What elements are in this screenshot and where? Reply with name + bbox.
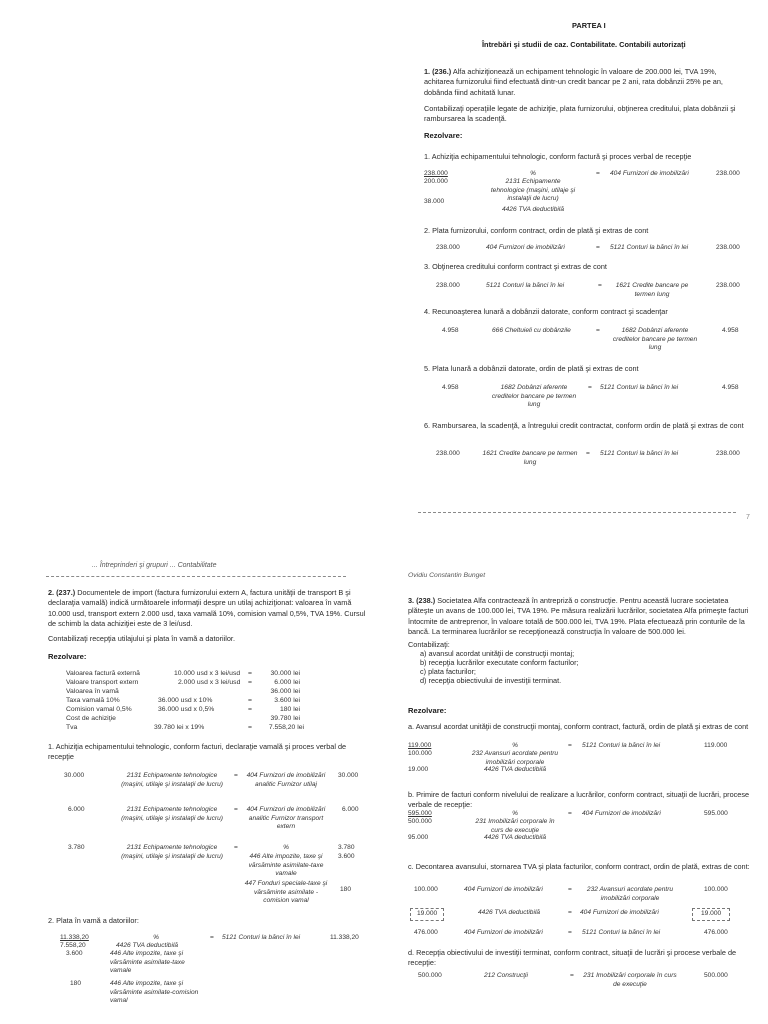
problem-2-task: Contabilizaţi recepţia utilajului şi plata în vamă a datoriilor. [48,634,235,643]
problem-1-task: Contabilizaţi operaţiile legate de achiziţie, plata furnizorului, obţinerea creditului, plata dobânzii şi rambursarea la scadenţă. [424,104,736,124]
journal-entry [48,934,378,1014]
credit-account: 232 Avansuri acordate pentru imobilizări corporale [586,886,674,902]
equals-sign: = [586,450,590,457]
equals-sign: = [568,909,572,916]
debit-account: 4426 TVA deductibilă [483,766,547,773]
journal-entry [424,450,754,470]
calc-eq: = [248,670,252,677]
journal-entry [424,282,754,302]
calc-formula: 2.000 usd x 3 lei/usd [178,679,241,686]
journal-entry [48,806,378,836]
credit-account: 447 Fonduri speciale-taxe şi vărsăminte asimilate - comision vamal [244,880,328,905]
credit-amount: 4.958 [722,327,739,334]
calc-formula: 10.000 usd x 3 lei/usd [174,670,241,677]
credit-amount: 119.000 [704,742,728,749]
running-header: ... Întreprinderi şi grupuri ... Contabilitate [92,562,217,569]
calc-eq: = [248,697,252,704]
equals-sign: = [570,972,574,979]
debit-account: % [530,170,536,177]
credit-amount: 11.338,20 [330,934,359,941]
task-item: c) plata facturilor; [420,667,476,676]
solution-label: Rezolvare: [48,652,87,661]
problem-number: 1. (236.) [424,67,452,76]
journal-entry [408,886,758,906]
equals-sign: = [568,810,572,817]
equals-sign: = [234,772,238,779]
step-title: d. Recepţia obiectivului de investiţii terminat, conform contract, situaţii de lucrări şi procese verbale de recepţie: [408,948,737,968]
task-item: d) recepţia obiectivului de investiţii terminat. [420,676,562,685]
entry-amount: 100.000 [408,750,432,757]
page-bottom-left [0,548,384,1024]
step-title: 1. Achiziţia echipamentului tehnologic, conform facturi, declaraţie vamală şi proces verbal de recepţie [48,742,347,762]
step-title: 6. Rambursarea, la scadenţă, a întregului credit contractat, conform ordin de plată şi extras de cont [424,421,744,430]
credit-account: 5121 Conturi la bănci în lei [222,934,301,941]
debit-account: 2131 Echipamente tehnologice (maşini, utilaje şi instalaţii de lucru) [121,806,223,822]
page-number: 7 [746,514,750,521]
calc-formula: 36.000 usd x 10% [158,697,213,704]
credit-amount: 238.000 [716,450,740,457]
problem-text: Documentele de import (factura furnizorului extern A, factura unităţii de transport B şi declaraţia vamală) indică următoarele informaţii despre un utilaj achiziţionat: valoarea în vamă 10.000 usd, transport extern 2.000 usd, taxa vamală 10%, comision vamal 0,5%, TVA 19%. Cursul de schimb la data achiziţiei este de 3 lei/usd. [48,588,366,629]
problem-text: Alfa achiziţionează un echipament tehnologic în valoare de 200.000 lei, TVA 19%, achitarea furnizorului fiind efectuată dintr-un credit bancar pe 2 ani, rata dobânzii 25% pe an, dobânda fiind achitată lunar. [424,67,723,97]
debit-account: 5121 Conturi la bănci în lei [486,282,565,289]
problem-3-statement [408,596,754,637]
calc-result: 36.000 lei [270,688,300,695]
credit-amount: 476.000 [704,929,728,936]
calc-result: 30.000 lei [270,670,300,677]
credit-amount: 180 [340,886,352,893]
equals-sign: = [210,934,214,941]
entry-amount: 238.000 [436,244,460,251]
calc-formula: 36.000 usd x 0,5% [158,706,215,713]
problem-number: 2. (237.) [48,588,76,597]
debit-account: 2131 Echipamente tehnologice (maşini, utilaje şi instalaţii de lucru) [490,178,576,203]
credit-amount: 100.000 [704,886,728,893]
entry-amount: 4.958 [442,384,459,391]
journal-entry [408,972,758,996]
credit-account: 1682 Dobânzi aferente creditelor bancare pe termen lung [612,327,698,352]
calc-label: Comision vamal 0,5% [66,706,132,713]
calc-table [66,670,376,736]
journal-entry [408,908,758,924]
entry-amount: 19.000 [408,766,429,773]
debit-account: 404 Furnizori de imobilizări [486,244,565,251]
calc-result: 3.600 lei [274,697,300,704]
calc-result: 180 lei [279,706,300,713]
entry-amount: 500.000 [418,972,442,979]
credit-account: 404 Furnizori de imobilizări [580,909,659,916]
debit-account: 446 Alte impozite, taxe şi vărsăminte asimilate-taxe vamale [110,950,185,975]
debit-account: % [512,742,518,749]
task-item: a) avansul acordat unităţii de construcţii montaj; [420,649,575,658]
step-title: 2. Plata în vamă a datoriilor: [48,916,139,925]
debit-account: 231 Imobilizări corporale în curs de execuţie [475,818,555,834]
debit-account: % [153,934,159,941]
step-title: 3. Obţinerea creditului conform contract şi extras de cont [424,262,607,271]
equals-sign: = [596,244,600,251]
debit-account: 666 Cheltuieli cu dobânzile [492,327,571,334]
step-title: 1. Achiziţia echipamentului tehnologic, conform factură şi proces verbal de recepţie [424,152,692,161]
credit-account: 404 Furnizori de imobilizări analitic Furnizor utilaj [246,772,326,788]
debit-account: 4426 TVA deductibilă [483,834,547,841]
step-title: b. Primire de facturi conform nivelului de realizare a lucrărilor, conform contract, situaţii de lucrări, procese verbale de recepţie: [408,790,750,810]
credit-amount: 6.000 [342,806,359,813]
entry-amount: 100.000 [414,886,438,893]
entry-amount: 238.000 [436,450,460,457]
entry-amount: 95.000 [408,834,429,841]
calc-label: Valoarea în vamă [66,688,119,695]
debit-account: 1621 Credite bancare pe termen lung [482,450,578,466]
credit-amount: 500.000 [704,972,728,979]
debit-account: 2131 Echipamente tehnologice (maşini, utilaje şi instalaţii de lucru) [121,844,223,860]
solution-label: Rezolvare: [424,131,463,140]
header-rule [46,576,346,577]
entry-amount: 3.780 [68,844,85,851]
journal-entry [424,244,754,256]
solution-label: Rezolvare: [408,706,447,715]
journal-entry [424,384,754,412]
equals-sign: = [568,886,572,893]
credit-amount: 19.000 [692,908,730,921]
entry-amount: 6.000 [68,806,85,813]
journal-entry [408,742,758,778]
calc-eq: = [248,706,252,713]
credit-amount: 30.000 [338,772,359,779]
credit-account: 446 Alte impozite, taxe şi vărsăminte asimilate-taxe vamale [248,853,324,878]
step-title: 4. Recunoaşterea lunară a dobânzii datorate, conform contract şi scadenţar [424,307,668,316]
entry-amount: 11.338,20 [60,934,89,941]
journal-entry [424,327,754,355]
debit-account: 4426 TVA deductibilă [116,942,179,949]
credit-account: 1621 Credite bancare pe termen lung [615,282,689,298]
calc-eq: = [248,724,252,731]
entry-amount: 238.000 [436,282,460,289]
calc-result: 7.558,20 lei [268,724,304,731]
equals-sign: = [596,327,600,334]
entry-amount: 4.958 [442,327,459,334]
debit-account: 2131 Echipamente tehnologice (maşini, utilaje şi instalaţii de lucru) [121,772,223,788]
journal-entry [408,810,758,846]
calc-label: Cost de achiziţie [66,715,116,722]
equals-sign: = [234,844,238,851]
credit-amount: 238.000 [716,244,740,251]
entry-amount: 119.000 [408,742,432,749]
calc-formula: 39.780 lei x 19% [154,724,205,731]
calc-label: Valoare transport extern [66,679,139,686]
step-title: 5. Plata lunară a dobânzii datorate, ordin de plată şi extras de cont [424,364,639,373]
credit-account: 5121 Conturi la bănci în lei [582,742,661,749]
equals-sign: = [234,806,238,813]
calc-label: Tva [66,724,78,731]
journal-entry [48,772,378,802]
running-header: Ovidiu Constantin Bunget [408,572,486,579]
task-item: b) recepţia lucrărilor executate conform facturilor; [420,658,579,667]
credit-amount: 4.958 [722,384,739,391]
equals-sign: = [596,170,600,177]
debit-account: 1682 Dobânzi aferente creditelor bancare pe termen lung [491,384,577,409]
entry-amount: 476.000 [414,929,438,936]
credit-account: 5121 Conturi la bănci în lei [600,384,679,391]
entry-amount: 30.000 [64,772,85,779]
credit-amount: 238.000 [716,282,740,289]
credit-account: 404 Furnizori de imobilizări analitic Furnizor transport extern [246,806,326,831]
equals-sign: = [598,282,602,289]
credit-amount: 238.000 [716,170,740,177]
debit-account: 232 Avansuri acordate pentru imobilizări corporale [471,750,559,766]
calc-eq: = [248,679,252,686]
credit-amount: 3.600 [338,853,355,860]
journal-entry [48,844,378,916]
credit-account: 231 Imobilizări corporale în curs de execuţie [583,972,677,988]
equals-sign: = [568,929,572,936]
equals-sign: = [588,384,592,391]
debit-account: 4426 TVA deductibilă [501,206,565,213]
credit-account: 404 Furnizori de imobilizări [610,170,689,177]
credit-account: % [283,844,289,851]
journal-entry [408,929,758,941]
credit-account: 5121 Conturi la bănci în lei [610,244,689,251]
problem-2-statement [48,588,370,629]
credit-account: 404 Furnizori de imobilizări [582,810,661,817]
page-top-right [398,0,768,540]
entry-amount: 595.000 [408,810,432,817]
problem-text: Societatea Alfa contractează în antrepriză o construcţie. Pentru această lucrare societatea plăteşte un avans de 100.000 lei, TVA 19%. Pe măsura realizării lucrărilor, societatea Alfa primeşte facturi întocmite de antreprenor, în valoare totală de 500.000 lei, TVA 19%. Plata efectuează prin conturile de la bancă. La terminarea lucrărilor se recepţionează construcţia în valoare de 500.000 lei. [408,596,749,637]
step-title: a. Avansul acordat unităţii de construcţii montaj, conform contract, factură, ordin de plată şi extras de cont [408,722,749,731]
problem-number: 3. (238.) [408,596,436,605]
calc-result: 6.000 lei [274,679,300,686]
debit-account: 212 Construcţii [484,972,528,979]
entry-amount: 200.000 [424,178,448,185]
task-label: Contabilizaţi: [408,640,450,649]
entry-amount: 7.558,20 [60,942,86,949]
journal-entry [424,170,754,218]
calc-label: Valoarea factură externă [66,670,140,677]
entry-amount: 500.000 [408,818,432,825]
debit-account: 4426 TVA deductibilă [478,909,541,916]
debit-account: 404 Furnizori de imobilizări [464,886,543,893]
step-title: c. Decontarea avansului, stornarea TVA şi plata facturilor, conform contract, ordin de plată, extras de cont: [408,862,750,871]
entry-amount: 19.000 [410,908,444,921]
debit-account: 446 Alte impozite, taxe şi vărsăminte asimilate-comision vamal [110,980,199,1005]
page-bottom-right [398,548,768,1024]
debit-account: % [512,810,518,817]
debit-account: 404 Furnizori de imobilizări [464,929,543,936]
entry-amount: 238.000 [424,170,448,177]
page-bottom-rule [418,512,736,513]
credit-account: 5121 Conturi la bănci în lei [582,929,661,936]
calc-result: 39.780 lei [270,715,300,722]
credit-amount: 595.000 [704,810,728,817]
calc-label: Taxa vamală 10% [66,697,120,704]
entry-amount: 180 [70,980,82,987]
entry-amount: 38.000 [424,198,445,205]
part-title: PARTEA I [572,21,606,30]
entry-amount: 3.600 [66,950,83,957]
credit-account: 5121 Conturi la bănci în lei [600,450,679,457]
step-title: 2. Plata furnizorului, conform contract, ordin de plată şi extras de cont [424,226,649,235]
credit-amount: 3.780 [338,844,355,851]
section-subtitle: Întrebări şi studii de caz. Contabilitate. Contabili autorizaţi [482,40,686,49]
equals-sign: = [568,742,572,749]
problem-1-statement [424,67,746,98]
